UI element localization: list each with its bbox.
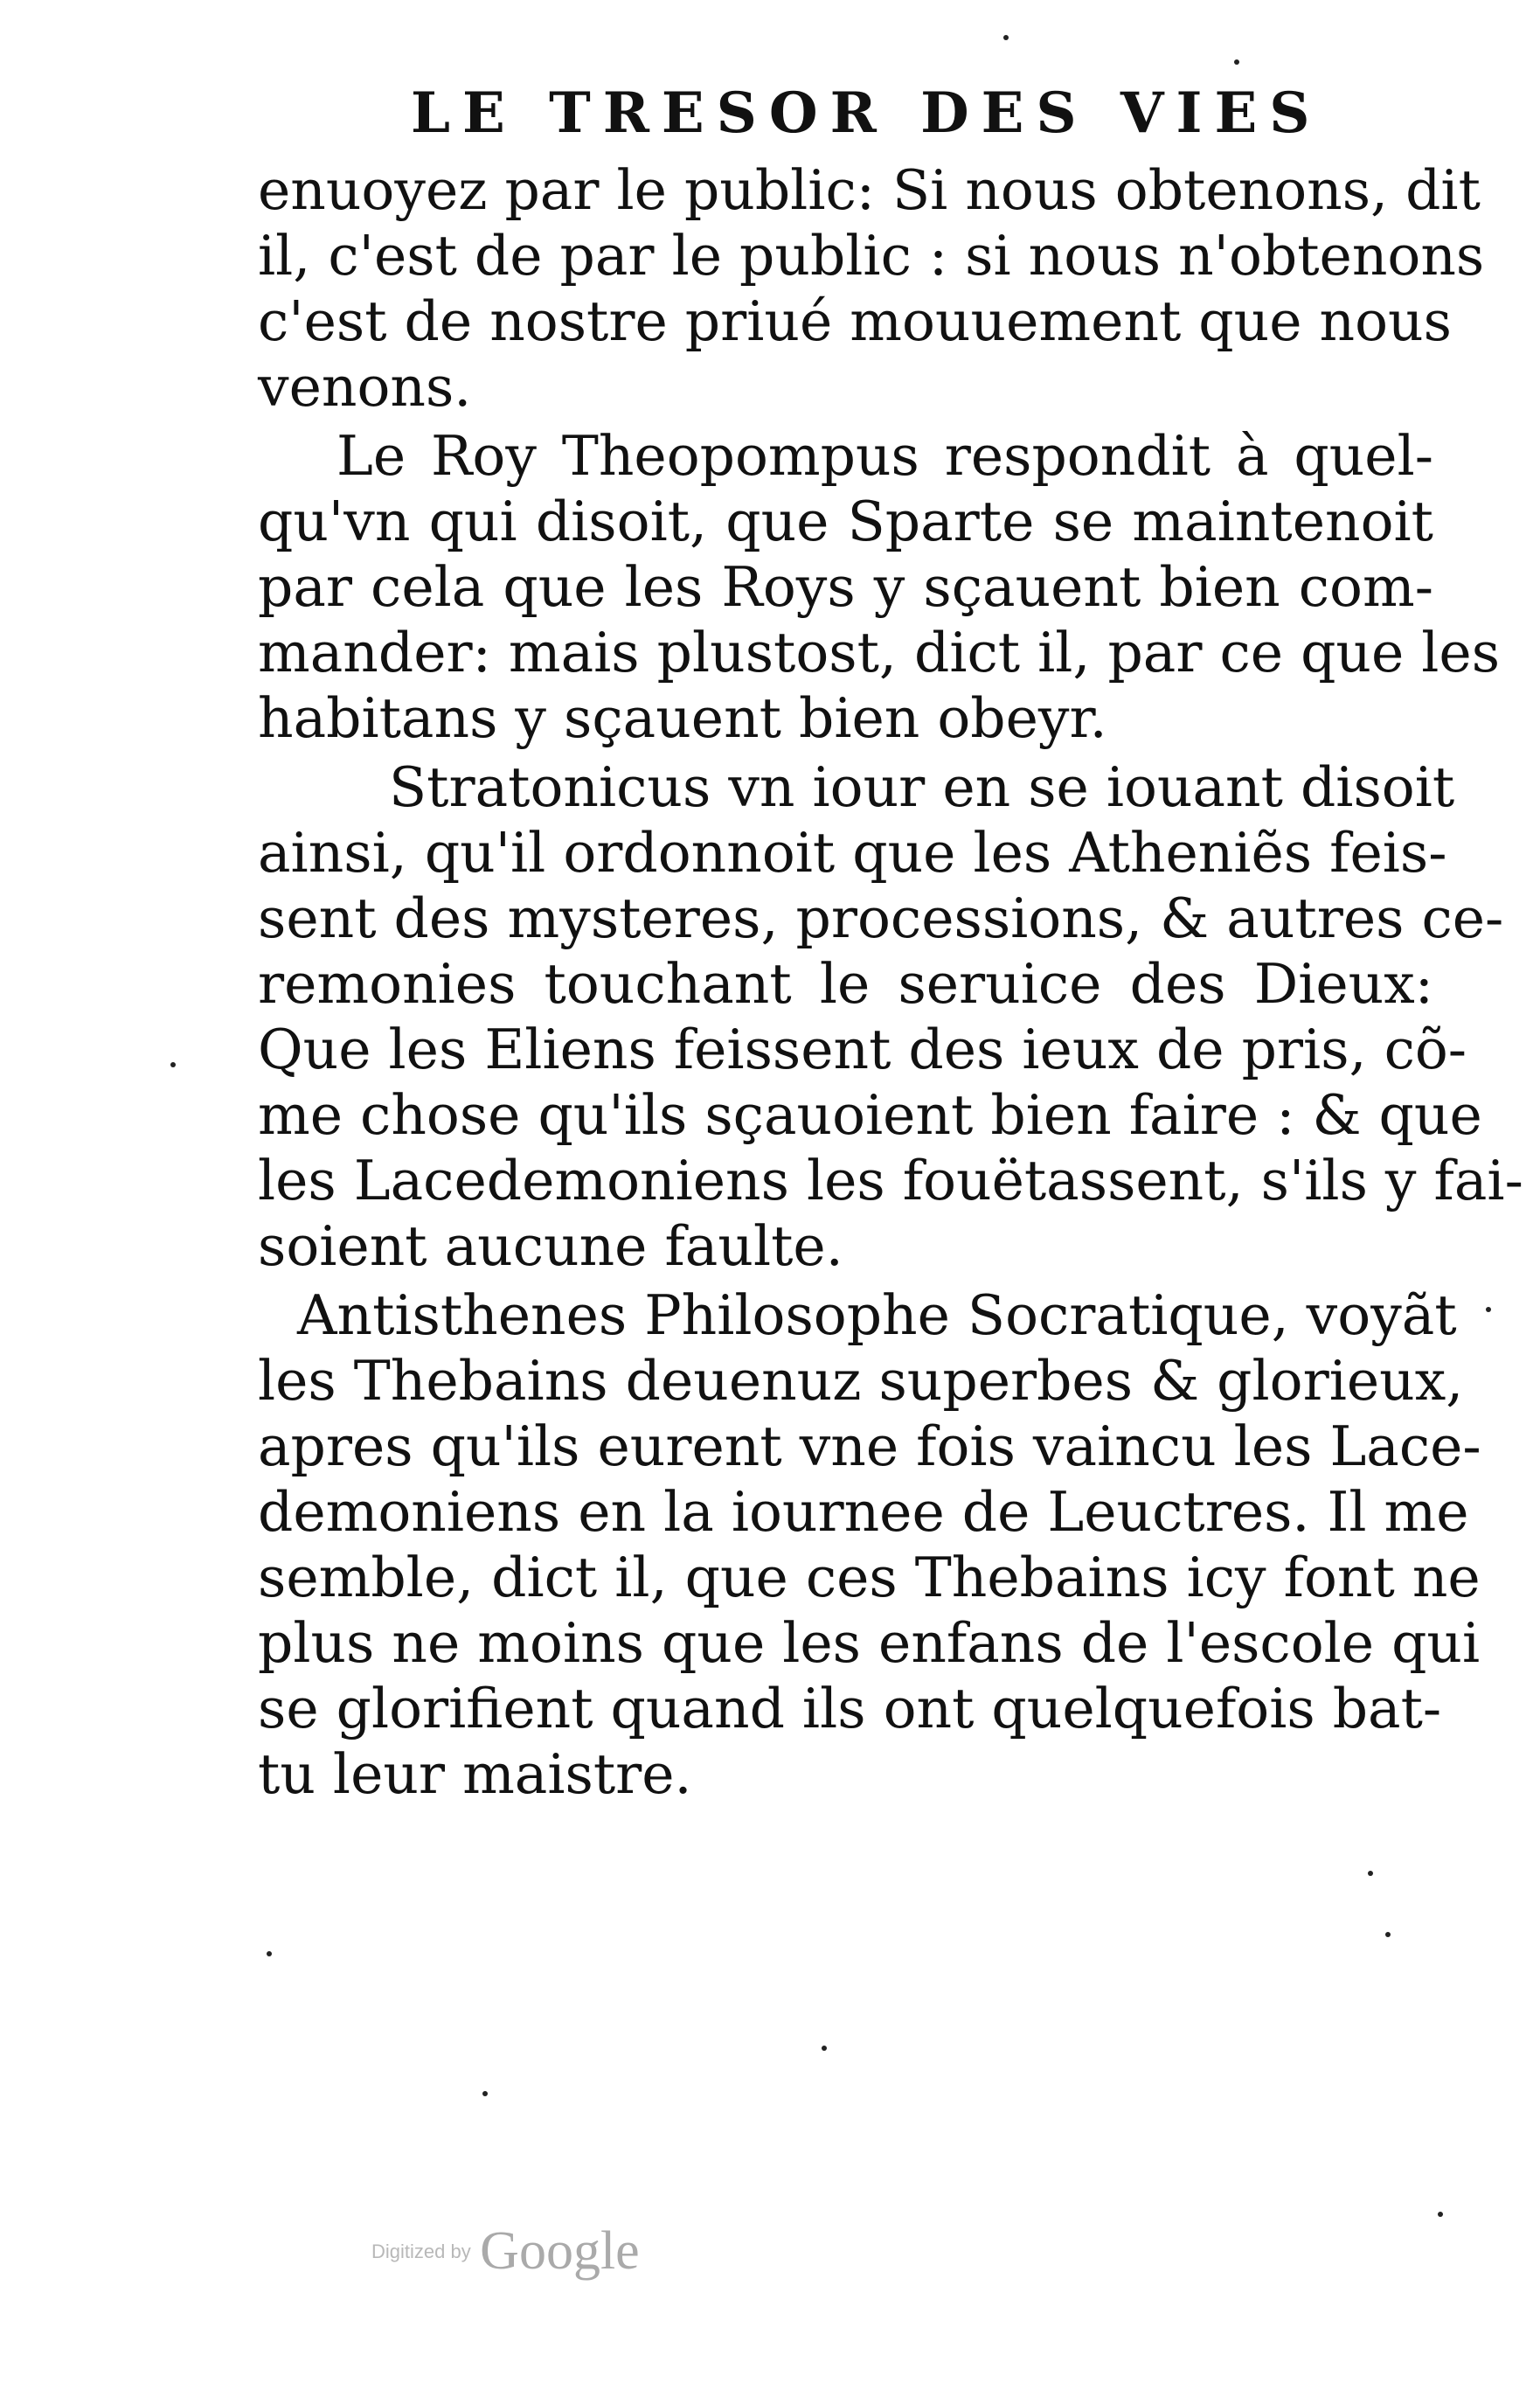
digitization-watermark	[371, 2220, 640, 2282]
paragraph-2	[258, 423, 1501, 751]
text-line: Que les Eliens feissent des ieux de pris, cõ-	[258, 1018, 1467, 1081]
scan-speck	[1368, 1871, 1373, 1876]
text-line: les Lacedemoniens les fouëtassent, s'ils y fai-	[258, 1149, 1523, 1212]
scan-speck	[170, 1062, 176, 1067]
scan-speck	[822, 2046, 827, 2051]
text-line: Le Roy Theopompus respondit à quel-	[336, 424, 1433, 488]
text-line: habitans y sçauent bien obeyr.	[258, 686, 1107, 750]
google-logo: Google	[480, 2221, 640, 2281]
scan-speck	[482, 2091, 488, 2096]
text-line: me chose qu'ils sçauoient bien faire : & que	[258, 1083, 1482, 1147]
scan-speck	[1438, 2212, 1443, 2217]
text-line: sent des mysteres, processions, & autres ce-	[258, 886, 1504, 950]
text-line: ainsi, qu'il ordonnoit que les Atheniẽs feis-	[258, 821, 1447, 885]
watermark-prefix: Digitized by	[371, 2240, 471, 2262]
text-line: soient aucune faulte.	[258, 1214, 843, 1278]
text-line: plus ne moins que les enfans de l'escole qui	[258, 1611, 1481, 1675]
text-line: Stratonicus vn iour en se iouant disoit	[389, 755, 1455, 819]
text-line: mander: mais plustost, dict il, par ce que les	[258, 621, 1501, 684]
text-line: Antisthenes Philosophe Socratique, voyãt	[297, 1283, 1457, 1347]
text-line: tu leur maistre.	[258, 1742, 692, 1806]
text-line: il, c'est de par le public : si nous n'obtenons	[258, 224, 1485, 288]
text-line: remonies touchant le seruice des Dieux:	[258, 952, 1433, 1016]
paragraph-4	[258, 1282, 1481, 1807]
paragraph-1	[258, 157, 1485, 420]
text-line: les Thebains deuenuz superbes & glorieux,	[258, 1349, 1464, 1413]
scan-speck	[267, 1951, 272, 1956]
scan-speck	[1486, 1307, 1491, 1312]
text-line: qu'vn qui disoit, que Sparte se maintenoit	[258, 490, 1433, 553]
text-line: se glorifient quand ils ont quelquefois bat-	[258, 1677, 1442, 1740]
text-line: venons.	[258, 355, 472, 419]
paragraph-3	[258, 754, 1523, 1279]
text-line: par cela que les Roys y sçauent bien com-	[258, 555, 1433, 619]
body-text	[258, 157, 1523, 1807]
text-line: apres qu'ils eurent vne fois vaincu les Lace-	[258, 1414, 1481, 1478]
text-line: enuoyez par le public: Si nous obtenons, dit	[258, 158, 1481, 222]
running-head: LE TRESOR DES VIES	[411, 80, 1322, 146]
text-line: semble, dict il, que ces Thebains icy font ne	[258, 1546, 1481, 1609]
scan-speck	[1385, 1932, 1391, 1937]
scan-speck	[1003, 35, 1009, 40]
text-line: c'est de nostre priué mouuement que nous	[258, 289, 1452, 353]
text-line: demoniens en la iournee de Leuctres. Il me	[258, 1480, 1469, 1544]
scan-speck	[1234, 59, 1239, 65]
